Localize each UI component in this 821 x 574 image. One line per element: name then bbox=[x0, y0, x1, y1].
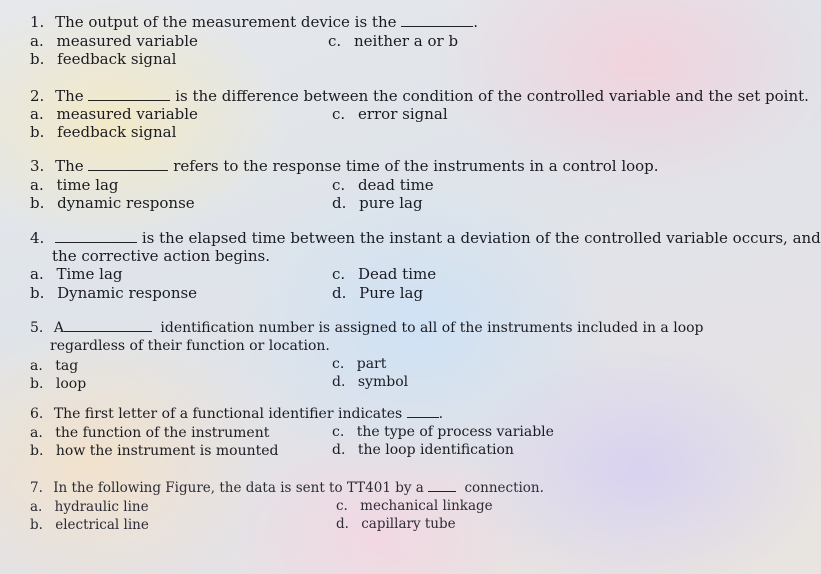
question-3-option-a: a. time lag bbox=[30, 176, 119, 194]
question-1-stem bbox=[30, 14, 478, 31]
question-4-option-a: a. Time lag bbox=[30, 265, 123, 283]
stem-text: In the following Figure, the data is sent to TT401 by a bbox=[53, 480, 424, 496]
question-7-option-a: a. hydraulic line bbox=[30, 499, 149, 515]
stem-text-end: identification number is assigned to all of the instruments included in a loop bbox=[160, 320, 704, 336]
question-4-option-b: b. Dynamic response bbox=[30, 284, 198, 302]
question-6-option-d: d. the loop identification bbox=[332, 442, 514, 458]
question-5-option-c: c. part bbox=[332, 356, 387, 372]
question-number: 5. bbox=[30, 320, 44, 336]
question-3-option-c: c. dead time bbox=[332, 176, 434, 194]
question-7-stem bbox=[30, 480, 544, 497]
question-number: 1. bbox=[30, 13, 45, 31]
question-4-option-c: c. Dead time bbox=[332, 265, 437, 283]
answer-blank bbox=[55, 242, 137, 243]
question-5-option-a: a. tag bbox=[30, 358, 79, 374]
question-4-stem bbox=[30, 230, 821, 247]
stem-text-end: connection. bbox=[464, 480, 544, 496]
question-2-option-c: c. error signal bbox=[332, 105, 448, 123]
question-number: 6. bbox=[30, 406, 44, 422]
answer-blank bbox=[64, 331, 152, 332]
question-5-option-d: d. symbol bbox=[332, 374, 409, 390]
answer-blank bbox=[88, 100, 170, 101]
answer-blank bbox=[401, 26, 473, 27]
stem-text-end: refers to the response time of the instruments in a control loop. bbox=[173, 157, 659, 175]
answer-blank bbox=[428, 491, 456, 492]
question-2-option-b: b. feedback signal bbox=[30, 123, 177, 141]
stem-text-end: is the difference between the condition of the controlled variable and the set point. bbox=[175, 87, 809, 105]
question-4-option-d: d. Pure lag bbox=[332, 284, 424, 302]
question-7-option-b: b. electrical line bbox=[30, 517, 149, 533]
question-5-stem bbox=[30, 320, 704, 337]
question-6-option-c: c. the type of process variable bbox=[332, 424, 554, 440]
answer-blank bbox=[407, 417, 439, 418]
question-number: 7. bbox=[30, 480, 43, 496]
stem-text-end: . bbox=[438, 406, 444, 422]
question-number: 3. bbox=[30, 157, 45, 175]
question-7-option-c: c. mechanical linkage bbox=[336, 498, 493, 514]
stem-text: The bbox=[55, 87, 84, 105]
question-5-stem-line2: regardless of their function or location. bbox=[50, 338, 330, 354]
stem-text-end: . bbox=[473, 13, 479, 31]
question-4-stem-line2: the corrective action begins. bbox=[52, 247, 270, 265]
answer-blank bbox=[88, 170, 168, 171]
question-3-option-d: d. pure lag bbox=[332, 194, 423, 212]
question-6-stem bbox=[30, 406, 443, 423]
question-3-option-b: b. dynamic response bbox=[30, 194, 195, 212]
question-1-option-a: a. measured variable bbox=[30, 32, 198, 50]
question-3-stem bbox=[30, 158, 659, 175]
stem-text: The output of the measurement device is the bbox=[55, 13, 397, 31]
question-number: 2. bbox=[30, 87, 45, 105]
question-5-option-b: b. loop bbox=[30, 376, 87, 392]
stem-text: The bbox=[55, 157, 84, 175]
question-1-option-c: c. neither a or b bbox=[328, 32, 459, 50]
stem-text-end: is the elapsed time between the instant a deviation of the controlled variable occurs, and bbox=[141, 229, 821, 247]
question-2-stem bbox=[30, 88, 809, 105]
question-2-option-a: a. measured variable bbox=[30, 105, 198, 123]
stem-text: A bbox=[53, 320, 64, 336]
question-number: 4. bbox=[30, 229, 45, 247]
question-6-option-b: b. how the instrument is mounted bbox=[30, 443, 279, 459]
stem-text: The first letter of a functional identifier indicates bbox=[53, 406, 403, 422]
question-1-option-b: b. feedback signal bbox=[30, 50, 177, 68]
question-6-option-a: a. the function of the instrument bbox=[30, 425, 270, 441]
question-7-option-d: d. capillary tube bbox=[336, 516, 456, 532]
